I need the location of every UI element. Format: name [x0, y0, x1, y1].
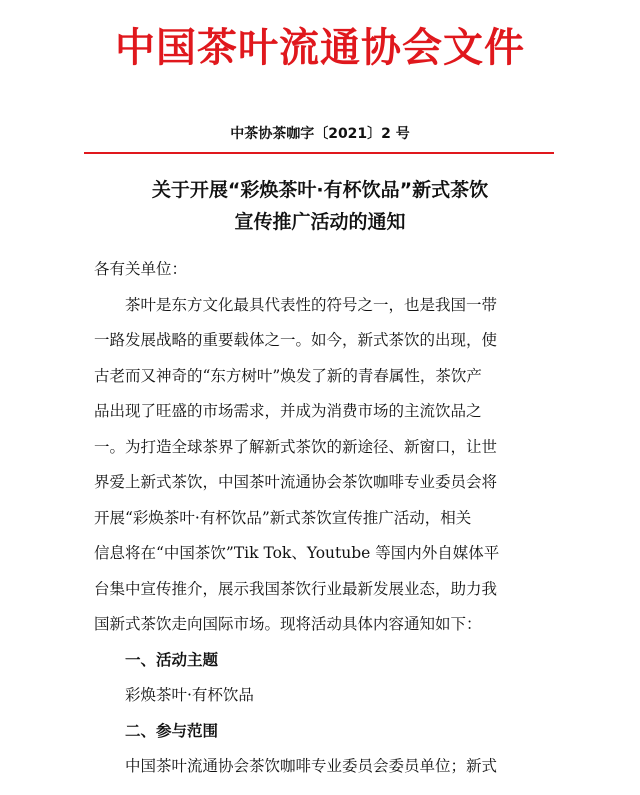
- paragraph-line: 国新式茶饮走向国际市场。现将活动具体内容通知如下：: [94, 615, 482, 633]
- paragraph-line: 品出现了旺盛的市场需求，并成为消费市场的主流饮品之: [94, 402, 482, 420]
- red-divider-line: [84, 152, 554, 154]
- section-heading-scope: 二、参与范围: [125, 721, 219, 740]
- paragraph-line: 一路发展战略的重要载体之一。如今，新式茶饮的出现，使: [94, 331, 498, 349]
- document-number: 中茶协茶咖字〔2021〕2 号: [230, 126, 410, 142]
- title-line-2: 宣传推广活动的通知: [234, 211, 406, 233]
- salutation: 各有关单位：: [94, 260, 188, 278]
- paragraph-line: 信息将在“中国茶饮”Tik Tok、Youtube 等国内外自媒体平: [94, 544, 500, 562]
- section-content-theme: 彩焕茶叶·有杯饮品: [125, 686, 254, 704]
- title-line-1: 关于开展“彩焕茶叶·有杯饮品”新式茶饮: [151, 179, 489, 201]
- paragraph-line: 开展“彩焕茶叶·有杯饮品”新式茶饮宣传推广活动，相关: [94, 508, 472, 527]
- paragraph-line: 台集中宣传推介，展示我国茶饮行业最新发展业态，助力我: [94, 579, 498, 598]
- section-content-scope: 中国茶叶流通协会茶饮咖啡专业委员会委员单位；新式: [125, 757, 498, 775]
- paragraph-line: 茶叶是东方文化最具代表性的符号之一，也是我国一带: [125, 295, 498, 314]
- paragraph-line: 一。为打造全球茶界了解新式茶饮的新途径、新窗口，让世: [94, 437, 498, 456]
- document-body: [94, 252, 544, 785]
- paragraph-line: 界爱上新式茶饮，中国茶叶流通协会茶饮咖啡专业委员会将: [94, 473, 498, 491]
- section-heading-theme: 一、活动主题: [125, 650, 219, 669]
- document-masthead: 中国茶叶流通协会文件: [115, 24, 525, 71]
- document-title: [0, 174, 640, 238]
- paragraph-line: 古老而又神奇的“东方树叶”焕发了新的青春属性，茶饮产: [94, 366, 482, 385]
